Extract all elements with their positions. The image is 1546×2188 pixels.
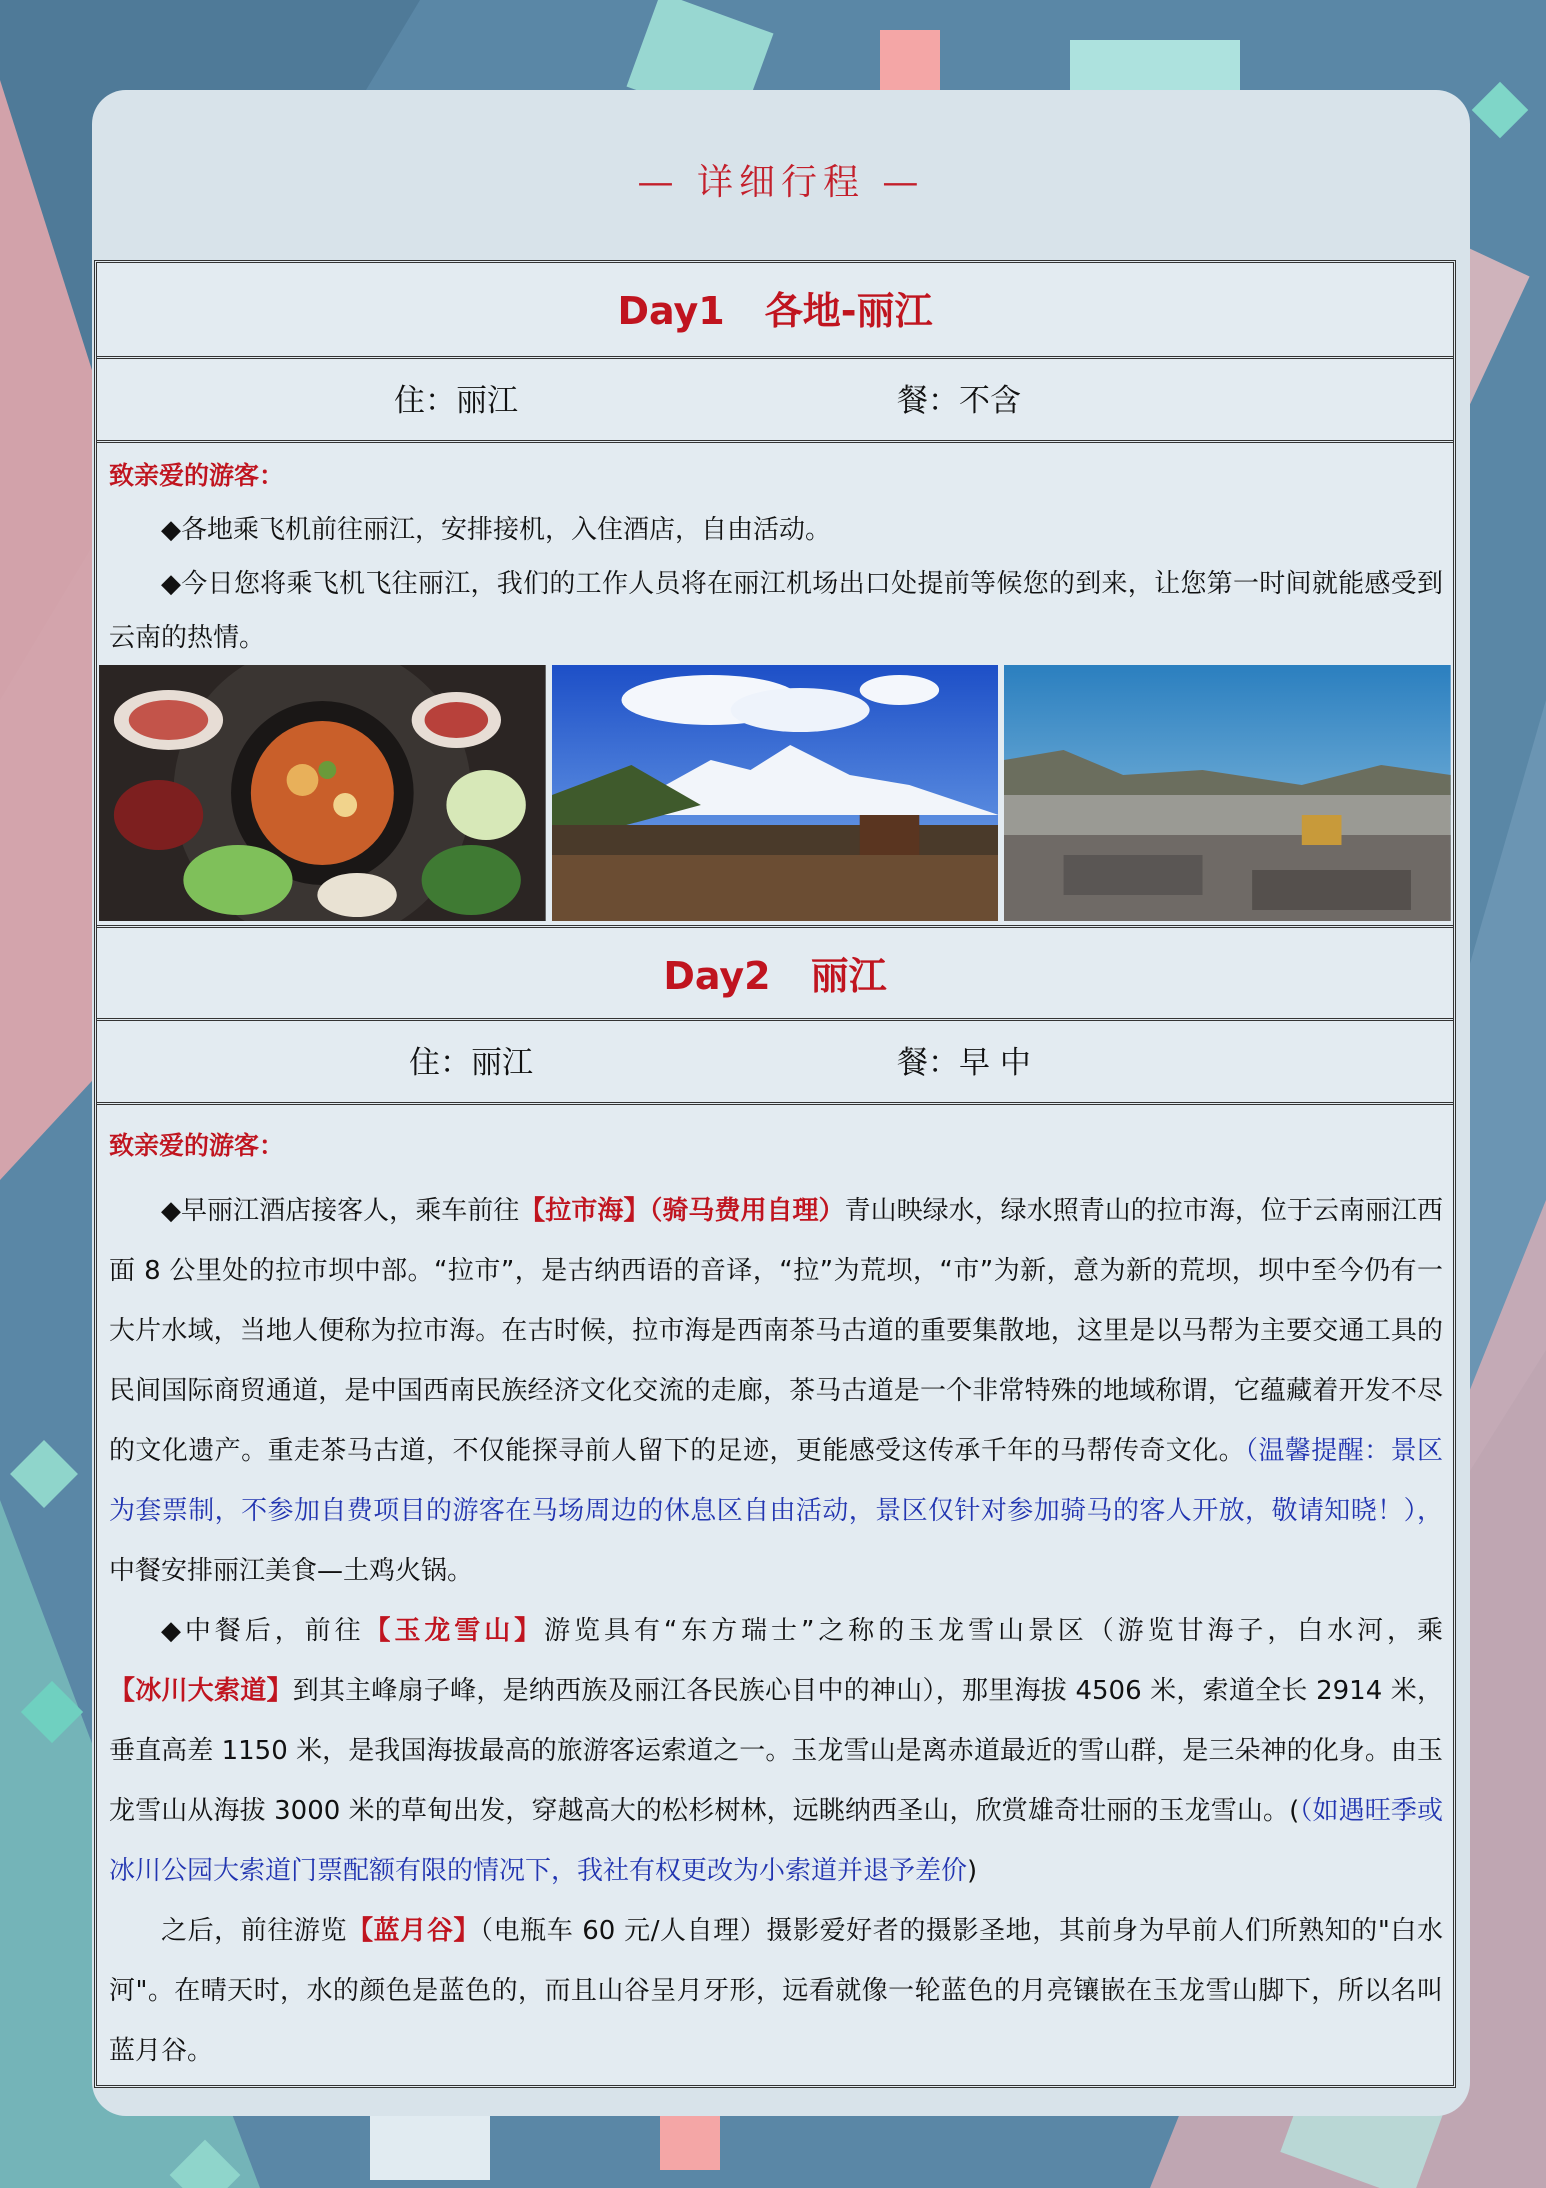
day1-meals: 餐：不含 [897,383,1021,419]
day2-number: Day2 [663,954,771,998]
lashihai-highlight: 【拉市海】（骑马费用自理） [519,1196,845,1226]
day1-paragraph: ◆各地乘飞机前往丽江，安排接机，入住酒店，自由活动。 [161,515,831,545]
ropeway-note: （如遇旺季或冰川公园大索道门票配额有限的情况下，我社有权更改为小索道并退予差价 [109,1796,1443,1886]
text-run: （电瓶车 60 元/人自理）摄影爱好者的摄影圣地，其前身为早前人们所熟知的"白水河"。在晴天时，水的颜色是蓝色的，而且山谷呈月牙形，远看就像一轮蓝色的月亮镶嵌在玉龙雪山脚下，所以名叫蓝月谷。 [109,1916,1443,2066]
day1-lodging: 住：丽江 [394,383,518,419]
blue-moon-valley-paragraph [109,1901,1443,2081]
text-run: 之后，前往游览 [161,1916,348,1946]
old-town-photo [1004,665,1451,921]
ropeway-highlight: 【冰川大索道】 [109,1676,293,1706]
day1-photo-strip [97,665,1453,925]
page-heading: — 详细行程 — [637,162,925,203]
day2-greeting: 致亲爱的游客： [109,1131,285,1160]
text-run: ◆中餐后，前往 [161,1616,365,1646]
lashihai-paragraph [109,1181,1443,1601]
text-run: 中餐安排丽江美食—土鸡火锅。 [109,1556,474,1586]
blue-moon-valley-highlight: 【蓝月谷】 [347,1916,481,1946]
day1-number: Day1 [617,289,725,333]
day1-greeting: 致亲爱的游客： [109,461,285,490]
itinerary-panel [92,90,1470,2116]
reminder-note: （温馨提醒：景区为套票制，不参加自费项目的游客在马场周边的休息区自由活动，景区仅针对参加骑马的客人开放，敬请知晓！）， [109,1436,1443,1526]
day2-info-row [97,1021,1453,1105]
hotpot-photo [99,665,546,921]
itinerary-table [94,260,1456,2088]
text-run: ) [967,1856,978,1886]
day1-route: 各地-丽江 [764,289,933,333]
day1-paragraph: ◆今日您将乘飞机飞往丽江，我们的工作人员将在丽江机场出口处提前等候您的到来，让您第一时间就能感受到云南的热情。 [109,569,1443,653]
day2-title [97,925,1453,1021]
day1-description [97,443,1453,665]
snow-mountain-photo [552,665,999,921]
day2-description [97,1105,1453,2085]
day1-info-row [97,359,1453,443]
day2-route: 丽江 [810,954,887,998]
day2-meals: 餐：早 中 [897,1045,1031,1081]
day1-title [97,263,1453,359]
yulong-paragraph [109,1601,1443,1901]
yulong-highlight: 【玉龙雪山】 [364,1616,545,1646]
day2-lodging: 住：丽江 [409,1045,533,1081]
text-run: 到其主峰扇子峰，是纳西族及丽江各民族心目中的神山），那里海拔 4506 米，索道全长 2914 米，垂直高差 1150 米，是我国海拔最高的旅游客运索道之一。玉龙雪山是离赤道最近的雪山群，是三朵神的化身。由玉龙雪山从海拔 3000 米的草甸出发，穿越高大的松杉树林，远眺纳西圣山，欣赏雄奇壮丽的玉龙雪山。( [109,1676,1443,1826]
text-run: 游览具有“东方瑞士”之称的玉龙雪山景区（游览甘海子，白水河，乘 [544,1616,1443,1646]
text-run: 青山映绿水，绿水照青山的拉市海，位于云南丽江西面 8 公里处的拉市坝中部。“拉市”，是古纳西语的音译，“拉”为荒坝，“市”为新，意为新的荒坝，坝中至今仍有一大片水域，当地人便称为拉市海。在古时候，拉市海是西南茶马古道的重要集散地，这里是以马帮为主要交通工具的民间国际商贸通道，是中国西南民族经济文化交流的走廊，茶马古道是一个非常特殊的地域称谓，它蕴藏着开发不尽的文化遗产。重走茶马古道，不仅能探寻前人留下的足迹，更能感受这传承千年的马帮传奇文化。 [109,1196,1443,1466]
text-run: ◆早丽江酒店接客人，乘车前往 [161,1196,520,1226]
